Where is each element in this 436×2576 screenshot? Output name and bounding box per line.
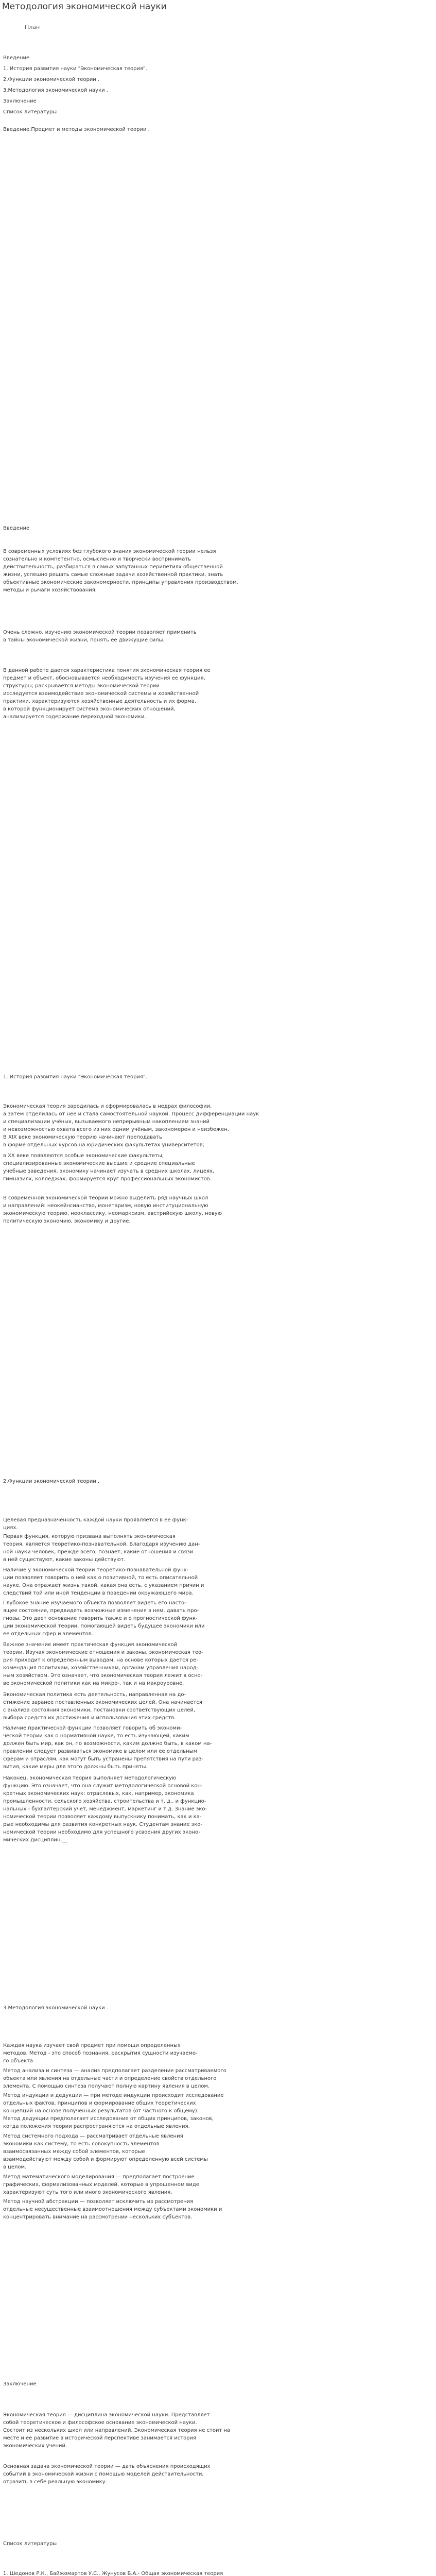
toc-item: 3.Методология экономической науки . (3, 88, 108, 93)
text-line: Наконец, экономическая теория выполняет методологическую (3, 1775, 177, 1781)
text-line: когда положения теории распространяются на отдельные явления. (3, 2124, 190, 2129)
text-line: Экономическая теория — дисциплина экономической науки. Представляет (3, 2412, 210, 2418)
text-line: анализируется содержание переходной экономики. (3, 714, 146, 720)
text-line: рия приходит к определенным выводам, на основе которых дается ре- (3, 1657, 198, 1663)
functions-paragraph (3, 1774, 430, 1844)
text-line: Важное значение имеет практическая функция экономической (3, 1642, 178, 1648)
text-line: Экономическая политика есть деятельность, направленная на до- (3, 1692, 186, 1698)
text-line: Первая функция, которую призвана выполнять экономическая (3, 1534, 176, 1539)
text-line: взаимодействуют между собой и формируют определенную всей системы (3, 2157, 208, 2162)
text-line: в ней существуют, какие законы действуют. (3, 1557, 126, 1563)
text-line: исследуется взаимодействие экономической системы и хозяйственной (3, 691, 199, 697)
text-line: должен быть мир, как он, по возможности, каким должно быть, в каком на- (3, 1741, 212, 1747)
text-line: Очень сложно, изучению экономической теории позволяет применить (3, 630, 197, 635)
text-line: методов. Метод - это способ познания, раскрытия сущности изучаемо- (3, 2050, 198, 2056)
text-line: промышленности, сельского хозяйства, строительства и т. д., и функцио- (3, 1799, 206, 1804)
text-line: Состоит из нескольких школ или направлений. Экономическая теория не стоит на (3, 2428, 231, 2433)
table-of-contents (3, 54, 430, 119)
text-line: специализированные экономические высшие и средние специальные (3, 1161, 195, 1166)
references-list (3, 2570, 430, 2576)
toc-item: Введение (3, 55, 30, 61)
text-line: следствий той или иной тенденции в поведении окружающего мира. (3, 1590, 194, 1596)
text-line: функцию. Это означает, что она служит методологической основой кон- (3, 1783, 203, 1789)
text-line: рые необходимы для развития конкретных наук. Студентам знание эко- (3, 1822, 203, 1827)
text-line: экономических учений. (3, 2443, 67, 2449)
text-line: теории. Изучая экономические отношения и законы, экономическая тео- (3, 1650, 203, 1655)
toc-item: Список литературы (3, 109, 57, 115)
text-line: го объекта (3, 2058, 33, 2064)
text-line: сферам и отраслям, как могут быть устранены препятствия на пути раз- (3, 1756, 204, 1762)
toc-item: Заключение (3, 98, 37, 104)
functions-paragraph (3, 1566, 430, 1597)
history-paragraph (3, 1152, 430, 1183)
intro-paragraph (3, 629, 430, 644)
text-line: Наличие у экономической теории теоретико-познавательной функ- (3, 1567, 189, 1573)
plan-label: План (25, 24, 40, 30)
text-line: номической теории необходимо для успешного усвоения других эконо- (3, 1829, 200, 1835)
text-line: характеризуют суть того или иного экономического явления. (3, 2190, 172, 2195)
text-line: гимназиях, колледжах, формируется круг профессиональных экономистов. (3, 1176, 212, 1182)
text-line: выбора средств их достижения и использования этих средств. (3, 1715, 176, 1721)
text-line: ной науки человек, прежде всего, познает, какие отношения и связи (3, 1549, 194, 1555)
text-line: В XIX веке экономическую теорию начинают преподавать (3, 1134, 162, 1140)
text-line: и направлений: неокейнсианство, монетаризм, новую институциональную (3, 1203, 208, 1209)
text-line: Целевая предназначенность каждой науки проявляется в ее функ- (3, 1517, 188, 1523)
text-line: месте и ее развитие в исторической перспективе занимается история (3, 2435, 197, 2441)
section-heading-methodology: 3.Методология экономической науки . (3, 2005, 108, 2011)
document-title: Методология экономической науки (2, 2, 167, 12)
text-line: В данной работе дается характеристика понятия экономическая теория ее (3, 668, 211, 673)
text-line: и невозможностью охвата всего из них одним учёным, закономерен и неизбежен. (3, 1127, 229, 1132)
text-line: отдельные несущественные взаимоотношения между субъектами экономики и (3, 2207, 222, 2212)
text-line: структуры; раскрывается методы экономической теории (3, 683, 160, 689)
text-line: Метод анализа и синтеза — анализ предполагает разделение рассматриваемого (3, 2068, 226, 2074)
text-line: Метод математического моделирования — предполагает построение (3, 2174, 195, 2180)
text-line: с анализа состояния экономики, постановки соответствующих целей, (3, 1707, 196, 1713)
text-line: собой теоретическое и философское основание экономической науки. (3, 2420, 197, 2426)
text-line: ящее состояние, предвидеть возможные изменения в нем, давать про- (3, 1608, 199, 1614)
text-line: номической теории позволяет каждому выпускнику понимать, как и ка- (3, 1814, 202, 1820)
text-line: ции позволяет говорить о ней как о позитивной, то есть описательной (3, 1575, 198, 1581)
text-line: теория, является теоретико-познавательной. Благодаря изучению дан- (3, 1541, 200, 1547)
text-line: объекта или явления на отдельные части и определение свойств отдельного (3, 2076, 217, 2081)
text-line: взаимосвязанных между собой элементов, которые (3, 2149, 145, 2155)
methodology-paragraph (3, 2042, 430, 2065)
methodology-paragraph (3, 2067, 430, 2090)
text-line: концепций на основе полученных результатов (от частного к общему). (3, 2108, 199, 2114)
text-line: сознательно и компетентно, осмысленно и творчески воспринимать (3, 556, 191, 562)
text-line: ческой теории как о нормативной науке, то есть изучающей, каким (3, 1733, 189, 1739)
text-line: графических, формализованных моделей, которые в упрощенном виде (3, 2182, 200, 2188)
toc-item: 1. История развития науки "Экономическая теория". (3, 66, 147, 72)
text-line: ее отдельных сфер и элементов. (3, 1631, 93, 1637)
text-line: мических дисциплин.__ (3, 1837, 67, 1843)
text-line: нальных - бухгалтерский учет, менеджмент, маркетинг и т.д. Знание эко- (3, 1806, 207, 1812)
section-heading-references: Список литературы (3, 2541, 57, 2547)
text-line: учебные заведения, экономику начинает изучать в средних школах, лицеях, (3, 1168, 215, 1174)
text-line: Наличие практической функции позволяет говорить об экономи- (3, 1725, 182, 1731)
text-line: отразить в себе реальную экономику. (3, 2479, 107, 2485)
intro-topic: Введение.Предмет и методы экономической теории . (3, 127, 150, 132)
text-line: экономики как систему, то есть совокупность элементов (3, 2141, 160, 2147)
functions-paragraph (3, 1691, 430, 1722)
methodology-paragraph (3, 2092, 430, 2130)
text-line: ве экономической политики как на микро-, так и на макроуровне. (3, 1681, 184, 1686)
text-line: предмет и объект, обосновывается необходимость изучения ее функция, (3, 675, 205, 681)
toc-item: 2.Функции экономической теории . (3, 77, 100, 82)
text-line: в форме отдельных курсов на юридических факультетах университетов; (3, 1142, 204, 1148)
methodology-paragraph (3, 2198, 430, 2221)
text-line: комендация политикам, хозяйственникам, органам управления народ- (3, 1665, 199, 1671)
conclusion-paragraph (3, 2463, 430, 2486)
text-line: событий в экономической жизни с помощью моделей действительности, (3, 2471, 204, 2477)
text-line: кретных экономических наук: отраслевых, как, например, экономика (3, 1791, 194, 1797)
text-line: политическую экономию, экономику и другие. (3, 1218, 131, 1224)
text-line: ным хозяйством. Это означает, что экономическая теория лежит в осно- (3, 1673, 203, 1679)
text-line: науке. Она отражает жизнь такой, какая она есть, с указанием причин и (3, 1583, 204, 1588)
text-line: правлении следует развиваться экономике в целом или ее отдельным (3, 1749, 198, 1754)
functions-paragraph (3, 1599, 430, 1638)
text-line: в тайны экономической жизни, понять ее движущие силы. (3, 637, 165, 643)
conclusion-paragraph (3, 2411, 430, 2450)
text-line: и специализации учёных, вызываемого непрерывным накоплением знаний (3, 1119, 210, 1125)
text-line: отдельных фактов, принципов и формирование общих теоретических (3, 2100, 196, 2106)
text-line: действительность, разбираться в самых запутанных перипетиях общественной (3, 564, 223, 570)
methodology-paragraph (3, 2132, 430, 2171)
text-line: практики, характеризуются хозяйственные деятельность и их форма, (3, 699, 196, 704)
text-line: Экономическая теория зародилась и сформировалась в недрах философии, (3, 1104, 212, 1109)
history-paragraph (3, 1194, 430, 1225)
intro-paragraph (3, 667, 430, 721)
text-line: ции экономической теории, помогающей видеть будущее экономики или (3, 1623, 205, 1629)
text-line: Каждая наука изучает свой предмет при помощи определенных (3, 2043, 181, 2048)
text-line: объективные экономические закономерности, принципы управления производством, (3, 580, 238, 585)
text-line: концентрировать внимание на рассмотрении нескольких субъектов. (3, 2214, 193, 2220)
section-heading-conclusion: Заключение (3, 2381, 37, 2387)
text-line: в XX веке появляются особые экономические факультеты, (3, 1153, 164, 1159)
reference-item: 1. Шедонов Р.К., Байжомартов У.С., Жунусов Б.А.- Общая экономическая теория (3, 2571, 223, 2576)
text-line: Основная задача экономической теории — дать объяснения происходящих (3, 2464, 211, 2469)
text-line: в которой функционирует система экономических отношений, (3, 706, 176, 712)
text-line: Метод индукции и дедукции — при методе индукции происходит исследование (3, 2093, 224, 2098)
functions-paragraph (3, 1641, 430, 1687)
text-line: В современных условиях без глубокого знания экономической теории нельзя (3, 549, 216, 554)
text-line: Глубокое знание изучаемого объекта позволяет видеть его насто- (3, 1600, 186, 1606)
text-line: Метод дедукции предполагает исследование от общих принципов, законов, (3, 2116, 214, 2122)
text-line: вития, какие меры для этого должны быть приняты. (3, 1764, 148, 1770)
text-line: экономическую теорию, неоклассику, неомарксизм, австрийскую школу, новую (3, 1211, 222, 1216)
text-line: методы и рычаги хозяйствования. (3, 587, 97, 593)
text-line: циях. (3, 1525, 18, 1531)
text-line: В современной экономической теории можно выделить ряд научных школ (3, 1195, 208, 1201)
history-paragraph (3, 1103, 430, 1149)
section-heading-intro: Введение (3, 526, 30, 531)
text-line: гнозы. Это дает основание говорить также и о прогностической функ- (3, 1616, 198, 1621)
text-line: Метод научной абстракции — позволяет исключить из рассмотрения (3, 2199, 194, 2205)
text-line: Метод системного подхода — рассматривает отдельные явления (3, 2133, 183, 2139)
intro-paragraph (3, 548, 430, 594)
text-line: стижение заранее поставленных экономических целей. Она начинается (3, 1700, 202, 1705)
methodology-paragraph (3, 2173, 430, 2196)
functions-paragraph (3, 1533, 430, 1564)
functions-paragraph (3, 1724, 430, 1771)
section-heading-history: 1. История развития науки "Экономическая теория". (3, 1074, 147, 1080)
text-line: в целом. (3, 2164, 27, 2170)
functions-paragraph (3, 1516, 430, 1532)
text-line: а затем отделилась от нее и стала самостоятельной наукой. Процесс дифференциации наук (3, 1111, 259, 1117)
text-line: элемента. С помощью синтеза получают полную картину явления в целом. (3, 2083, 210, 2089)
text-line: жизни, успешно решать самые сложные задачи хозяйственной практики, знать (3, 572, 223, 578)
section-heading-functions: 2.Функции экономической теории . (3, 1479, 100, 1484)
